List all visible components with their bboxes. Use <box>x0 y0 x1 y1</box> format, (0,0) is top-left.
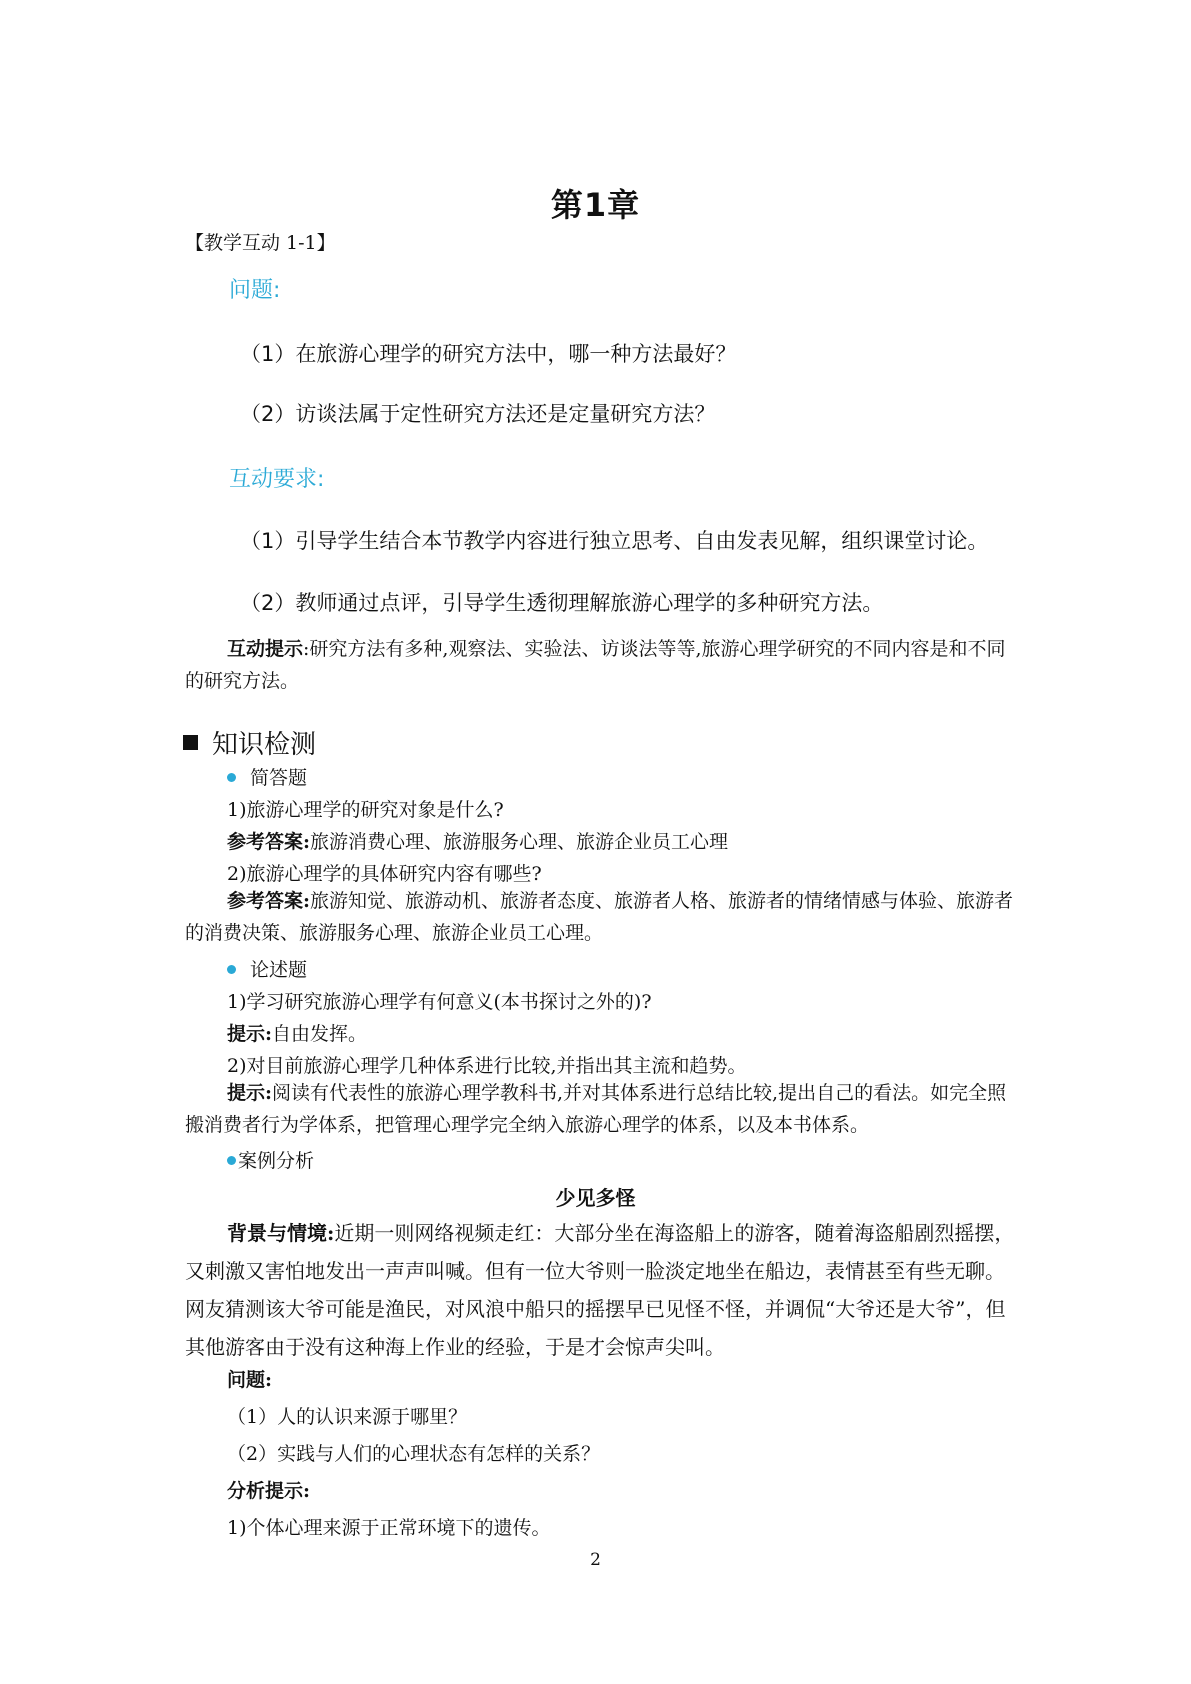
requirement-item-1: （1）引导学生结合本节教学内容进行独立思考、自由发表见解，组织课堂讨论。 <box>240 529 989 553</box>
answer-label: 参考答案: <box>227 831 311 853</box>
bullet-dot-icon <box>227 773 236 782</box>
page-number: 2 <box>590 1550 601 1570</box>
case-question-2: （2）实践与人们的心理状态有怎样的关系？ <box>227 1443 601 1465</box>
question-item-2: （2）访谈法属于定性研究方法还是定量研究方法？ <box>240 402 716 426</box>
short-answer-heading <box>227 763 307 790</box>
case-question-1: （1）人的认识来源于哪里？ <box>227 1406 468 1428</box>
requirement-label: 互动要求: <box>229 467 325 492</box>
square-bullet-icon <box>183 735 198 750</box>
hint-label: 提示: <box>227 1082 273 1104</box>
analysis-item-1: 1)个体心理来源于正常环境下的遗传。 <box>227 1517 551 1539</box>
bullet-dot-icon <box>227 1156 236 1165</box>
case-question-label: 问题: <box>227 1369 273 1391</box>
tip-label: 互动提示 <box>227 638 304 660</box>
hint-text: 阅读有代表性的旅游心理学教科书,并对其体系进行总结比较,提出自己的看法。如完全照搬消费者行为学体系，把管理心理学完全纳入旅游心理学的体系，以及本书体系。 <box>185 1082 1007 1136</box>
answer-label: 参考答案: <box>227 890 311 912</box>
case-analysis-heading <box>227 1146 314 1173</box>
case-background <box>185 1214 1017 1366</box>
bullet-dot-icon <box>227 965 236 974</box>
hint-label: 提示: <box>227 1023 273 1045</box>
knowledge-check-title: 知识检测 <box>212 730 317 760</box>
short-answer-question-1: 1)旅游心理学的研究对象是什么? <box>227 799 504 821</box>
short-answer-answer-1 <box>227 827 728 854</box>
essay-question-2: 2)对目前旅游心理学几种体系进行比较,并指出其主流和趋势。 <box>227 1055 747 1077</box>
essay-hint-1 <box>227 1019 367 1046</box>
question-label: 问题: <box>229 278 281 303</box>
essay-question-1: 1)学习研究旅游心理学有何意义(本书探讨之外的)? <box>227 991 652 1013</box>
tip-text: :研究方法有多种,观察法、实验法、访谈法等等,旅游心理学研究的不同内容是和不同的研究方法。 <box>185 638 1006 692</box>
essay-heading <box>227 955 307 982</box>
short-answer-label: 简答题 <box>250 767 308 789</box>
chapter-title: 第1章 <box>550 186 641 224</box>
case-title: 少见多怪 <box>555 1186 636 1210</box>
knowledge-check-heading <box>183 724 316 761</box>
case-analysis-label: 案例分析 <box>238 1150 315 1172</box>
essay-label: 论述题 <box>250 959 308 981</box>
requirement-item-2: （2）教师通过点评，引导学生透彻理解旅游心理学的多种研究方法。 <box>240 591 884 615</box>
hint-text: 自由发挥。 <box>272 1023 368 1045</box>
answer-text: 旅游知觉、旅游动机、旅游者态度、旅游者人格、旅游者的情绪情感与体验、旅游者的消费决策、旅游服务心理、旅游企业员工心理。 <box>185 890 1014 944</box>
case-background-text: 近期一则网络视频走红：大部分坐在海盗船上的游客，随着海盗船剧烈摇摆，又刺激又害怕地发出一声声叫喊。但有一位大爷则一脸淡定地坐在船边，表情甚至有些无聊。网友猜测该大爷可能是渔民，对风浪中船只的摇摆早已见怪不怪，并调侃“大爷还是大爷”，但其他游客由于没有这种海上作业的经验，于是才会惊声尖叫。 <box>185 1221 1015 1359</box>
short-answer-answer-2 <box>185 885 1017 949</box>
question-item-1: （1）在旅游心理学的研究方法中，哪一种方法最好？ <box>240 342 737 366</box>
short-answer-question-2: 2)旅游心理学的具体研究内容有哪些? <box>227 863 542 885</box>
interaction-tip <box>185 633 1017 697</box>
analysis-label: 分析提示: <box>227 1480 311 1502</box>
answer-text: 旅游消费心理、旅游服务心理、旅游企业员工心理 <box>310 831 729 853</box>
essay-hint-2 <box>185 1077 1017 1141</box>
interaction-tag: 【教学互动 1-1】 <box>185 232 336 254</box>
case-background-label: 背景与情境: <box>227 1221 335 1245</box>
